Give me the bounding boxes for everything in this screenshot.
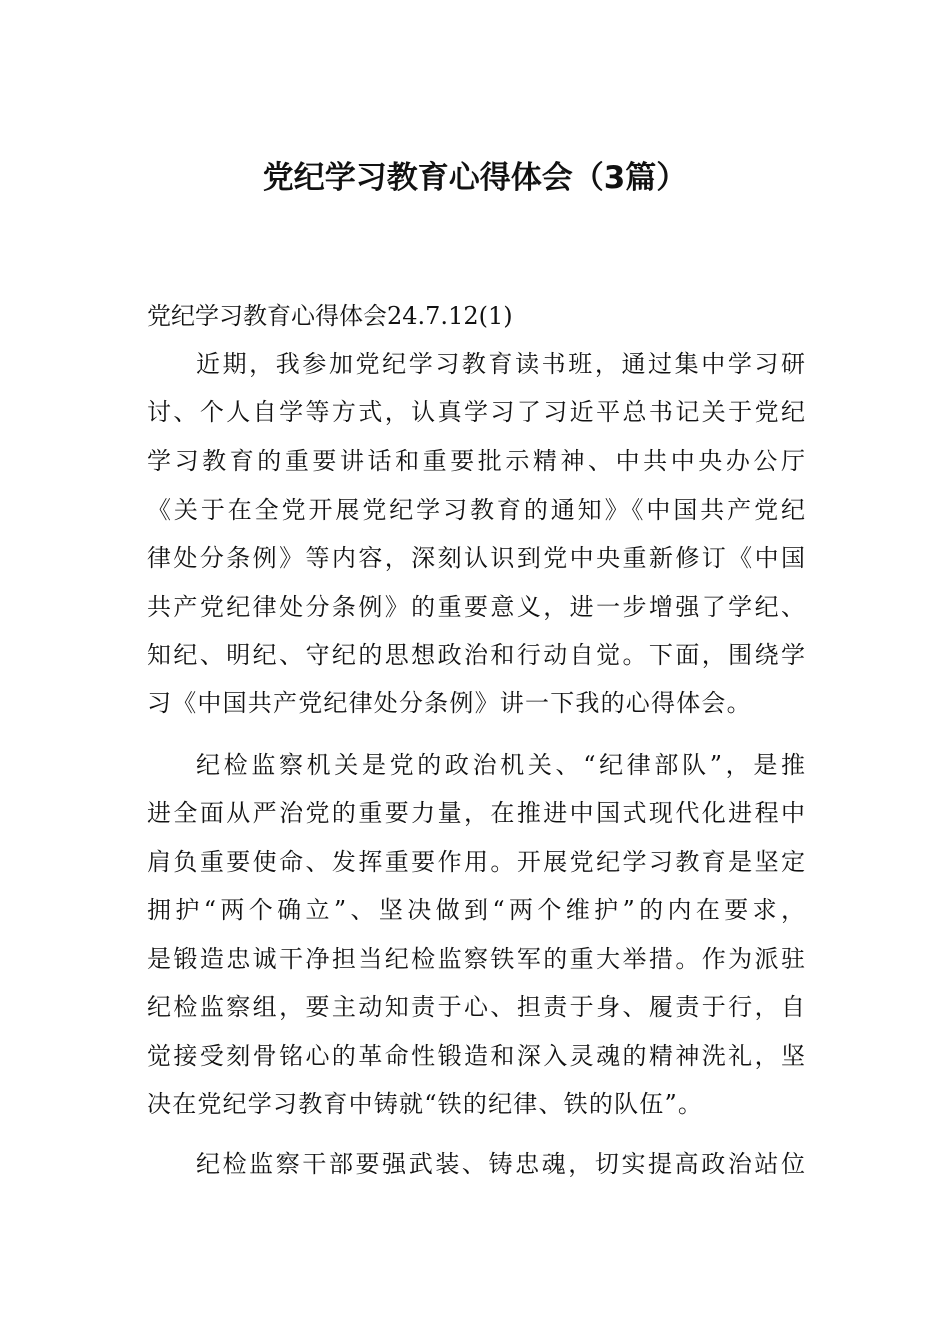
paragraph-line: 习《中国共产党纪律处分条例》讲一下我的心得体会。 [147, 689, 752, 717]
paragraph-line: 进全面从严治党的重要力量，在推进中国式现代化进程中 [147, 799, 805, 827]
paragraph-line: 拥护“两个确立”、坚决做到“两个维护”的内在要求， [147, 896, 805, 924]
paragraph-line: 知纪、明纪、守纪的思想政治和行动自觉。下面，围绕学 [147, 641, 805, 669]
paragraph-line: 近期，我参加党纪学习教育读书班，通过集中学习研 [196, 350, 805, 378]
paragraph-line: 共产党纪律处分条例》的重要意义，进一步增强了学纪、 [147, 593, 805, 621]
paragraph-line: 律处分条例》等内容，深刻认识到党中央重新修订《中国 [147, 544, 805, 572]
paragraph-line: 纪检监察干部要强武装、铸忠魂，切实提高政治站位 [196, 1150, 805, 1178]
paragraph-line: 《关于在全党开展党纪学习教育的通知》《中国共产党纪 [147, 496, 805, 524]
paragraph-line: 纪检监察组，要主动知责于心、担责于身、履责于行，自 [147, 993, 805, 1021]
section-heading: 党纪学习教育心得体会24.7.12(1) [147, 302, 513, 330]
paragraph-line: 纪检监察机关是党的政治机关、“纪律部队”，是推 [196, 751, 805, 779]
paragraph-line: 讨、个人自学等方式，认真学习了习近平总书记关于党纪 [147, 398, 805, 426]
document-title: 党纪学习教育心得体会（3篇） [262, 160, 688, 196]
paragraph-line: 觉接受刻骨铭心的革命性锻造和深入灵魂的精神洗礼，坚 [147, 1042, 805, 1070]
paragraph-line: 决在党纪学习教育中铸就“铁的纪律、铁的队伍”。 [147, 1090, 704, 1118]
paragraph-line: 肩负重要使命、发挥重要作用。开展党纪学习教育是坚定 [147, 848, 805, 876]
paragraph-line: 学习教育的重要讲话和重要批示精神、中共中央办公厅 [147, 447, 805, 475]
paragraph-line: 是锻造忠诚干净担当纪检监察铁军的重大举措。作为派驻 [147, 945, 805, 973]
